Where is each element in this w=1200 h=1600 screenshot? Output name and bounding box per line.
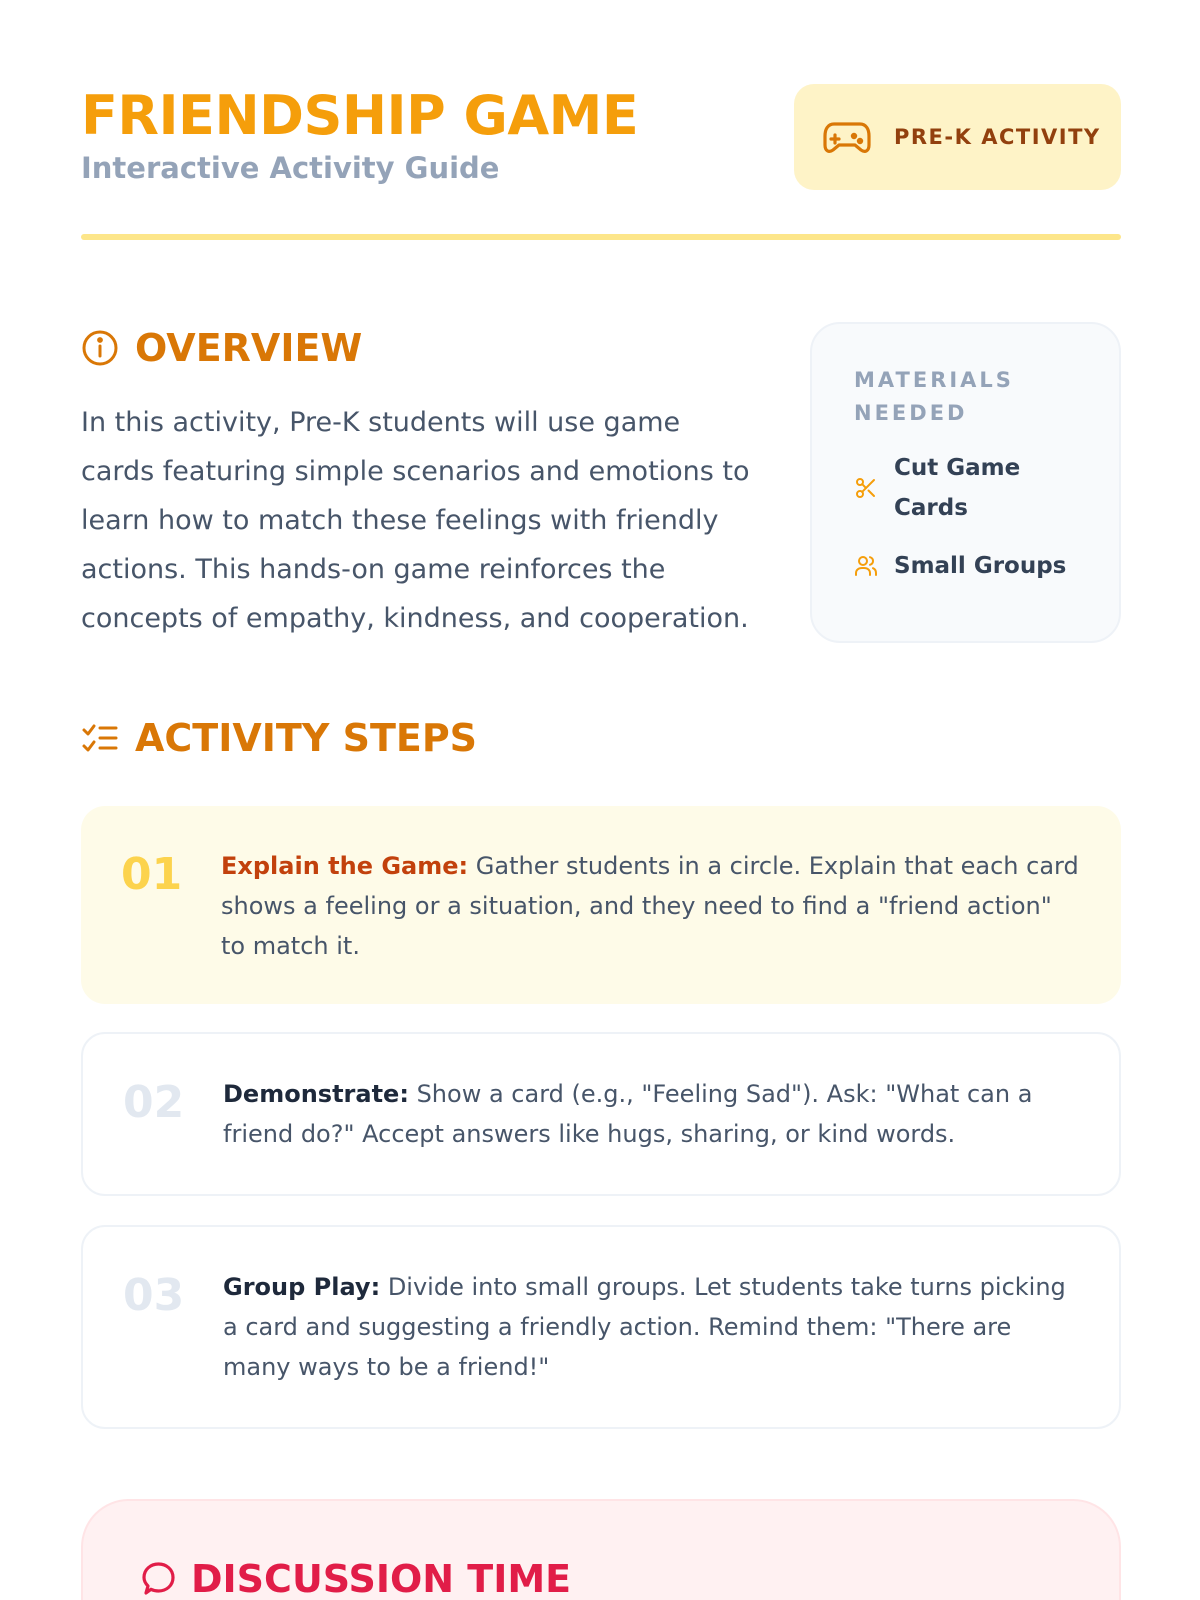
- page-title: FRIENDSHIP GAME: [81, 84, 639, 147]
- material-item-groups: [854, 546, 1119, 586]
- gamepad-icon: [822, 118, 872, 156]
- material-label: Small Groups: [894, 553, 1067, 579]
- chat-bubble-icon: [139, 1560, 177, 1598]
- step-body: Show a card (e.g., "Feeling Sad"). Ask: "What can a friend do?" Accept answers like hugs, sharing, or kind words.: [223, 1080, 1033, 1148]
- step-lead: Demonstrate:: [223, 1080, 409, 1108]
- page-subtitle: Interactive Activity Guide: [81, 151, 500, 185]
- overview-title: OVERVIEW: [135, 326, 363, 370]
- steps-heading: [81, 716, 477, 760]
- overview-heading: [81, 326, 362, 370]
- activity-badge: [794, 84, 1121, 190]
- material-item-cards: [854, 448, 1119, 528]
- step-body: Divide into small groups. Let students take turns picking a card and suggesting a friendly action. Remind them: "There are many ways to be a friend!": [223, 1273, 1066, 1381]
- discussion-heading: [139, 1557, 571, 1600]
- steps-title: ACTIVITY STEPS: [135, 716, 478, 760]
- step-number: 03: [123, 1270, 185, 1321]
- info-icon: [81, 329, 119, 367]
- discussion-card: [81, 1499, 1121, 1600]
- step-text: [223, 1267, 1083, 1387]
- step-body: Gather students in a circle. Explain that each card shows a feeling or a situation, and they need to find a "friend action" to match it.: [221, 852, 1079, 960]
- overview-text: In this activity, Pre-K students will use game cards featuring simple scenarios and emotions to learn how to match these feelings with friendly actions. This hands-on game reinforces the concepts of empathy, kindness, and cooperation.: [81, 407, 750, 634]
- step-card-1: [81, 806, 1121, 1004]
- discussion-title: DISCUSSION TIME: [191, 1557, 572, 1600]
- checklist-icon: [81, 719, 119, 757]
- badge-label: PRE-K ACTIVITY: [894, 125, 1101, 149]
- materials-card: [810, 322, 1121, 643]
- step-number: 02: [123, 1077, 185, 1128]
- header-divider: [81, 234, 1121, 240]
- step-text: [223, 1074, 1083, 1154]
- step-lead: Group Play:: [223, 1273, 381, 1301]
- step-lead: Explain the Game:: [221, 852, 469, 880]
- step-card-3: [81, 1225, 1121, 1429]
- step-number: 01: [121, 849, 183, 900]
- scissors-icon: [854, 476, 878, 500]
- material-label: Cut Game Cards: [894, 455, 1021, 521]
- users-icon: [854, 554, 878, 578]
- activity-guide-page: [81, 0, 1121, 1600]
- step-text: [221, 846, 1081, 966]
- materials-title: MATERIALS NEEDED: [854, 368, 1014, 425]
- step-card-2: [81, 1032, 1121, 1196]
